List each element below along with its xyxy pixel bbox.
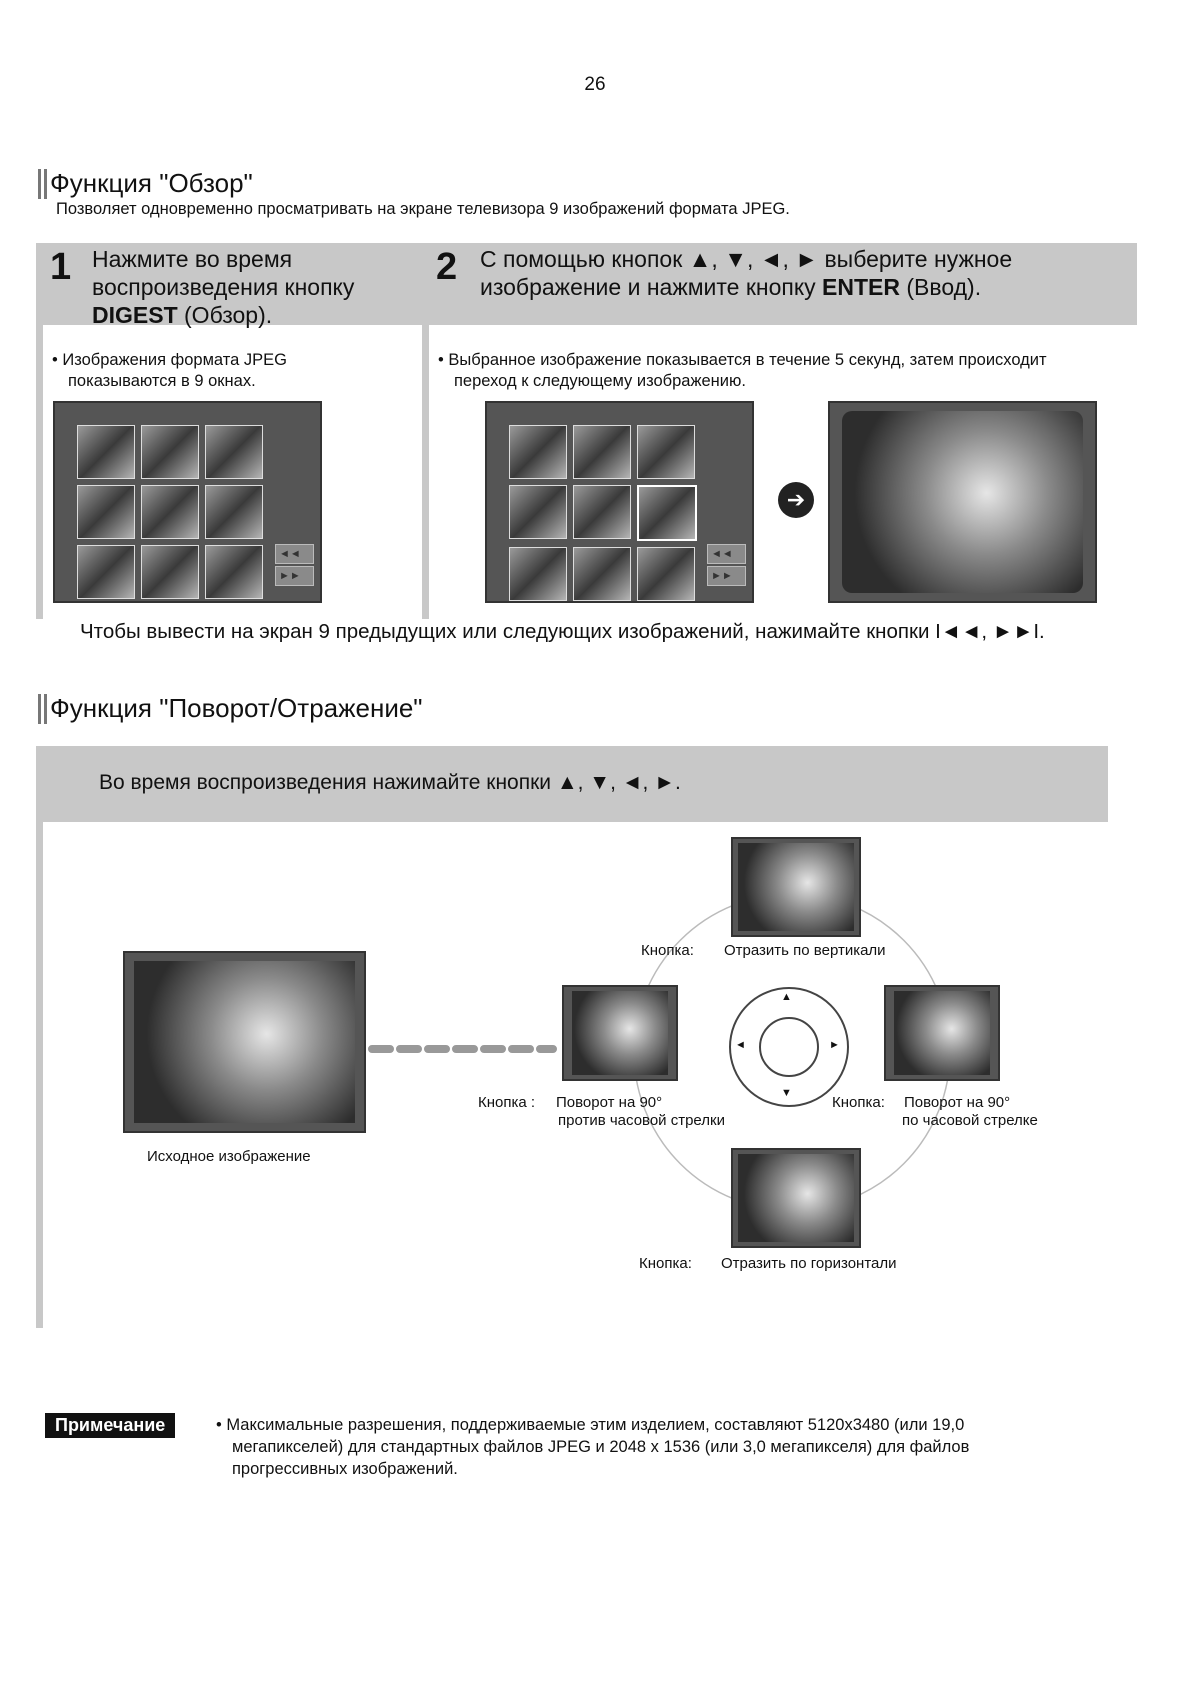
rotate-cw-image (884, 985, 1000, 1081)
left-action-label (556, 1094, 725, 1130)
step1-line1: Нажмите во время (92, 246, 293, 272)
left-action-line1: Поворот на 90° (556, 1094, 663, 1111)
note-line2: мегапикселей) для стандартных файлов JPEG и 2048 x 1536 (или 3,0 мегапикселя) для файлов (232, 1438, 970, 1456)
dpad-right-arrow-icon: ► (829, 1039, 840, 1051)
butterfly-flipped-vertical (738, 843, 854, 931)
dpad-center (759, 1017, 819, 1077)
step2-number: 2 (436, 246, 458, 288)
dpad-down-arrow-icon: ▼ (781, 1087, 792, 1099)
prev-page-icon: ◄◄ (275, 544, 314, 564)
left-key-label: Кнопка : (478, 1094, 536, 1111)
butterfly-rotated-cw (894, 991, 990, 1075)
bottom-action-label: Отразить по горизонтали (721, 1255, 897, 1272)
dpad-icon (729, 987, 849, 1107)
top-key-label: Кнопка: (641, 942, 694, 959)
flip-vertical-image (731, 837, 861, 937)
note-line3: прогрессивных изображений. (232, 1460, 458, 1478)
rotate-ccw-image (562, 985, 678, 1081)
enter-button-name: ENTER (822, 274, 900, 300)
note-line1: Максимальные разрешения, поддерживаемые этим изделием, составляют 5120x3480 (или 19,0 (226, 1416, 965, 1434)
step1-number: 1 (50, 246, 72, 288)
step2-bullet-line2: переход к следующему изображению. (454, 372, 746, 390)
step2-bullet: • Выбранное изображение показывается в течение 5 секунд, затем происходит переход к следующему изображению. (438, 351, 1047, 390)
rotate-title: Функция "Поворот/Отражение" (50, 693, 423, 723)
prev-page-icon: ◄◄ (707, 544, 746, 564)
right-action-label (904, 1094, 1038, 1130)
step1-bullet-line2: показываются в 9 окнах. (68, 372, 256, 390)
step2-bullet-line1: Выбранное изображение показывается в течение 5 секунд, затем происходит (448, 351, 1047, 369)
right-key-label: Кнопка: (832, 1094, 885, 1111)
butterfly-photo (134, 961, 355, 1123)
step2-line2-prefix: изображение и нажмите кнопку (480, 274, 823, 300)
right-action-line1: Поворот на 90° (904, 1094, 1011, 1111)
page-number: 26 (584, 74, 606, 95)
dpad-left-arrow-icon: ◄ (735, 1039, 746, 1051)
digest-subtitle: Позволяет одновременно просматривать на экране телевизора 9 изображений формата JPEG. (56, 200, 790, 218)
original-image-label: Исходное изображение (147, 1148, 311, 1165)
flip-horizontal-image (731, 1148, 861, 1248)
step2-line2-rest: (Ввод). (900, 274, 982, 300)
step2-line1: С помощью кнопок ▲, ▼, ◄, ► выберите нужное (480, 246, 1013, 272)
right-action-line2: по часовой стрелке (902, 1112, 1038, 1129)
note-label: Примечание (45, 1413, 175, 1438)
bottom-key-label: Кнопка: (639, 1255, 692, 1272)
digest-button-name: DIGEST (92, 302, 178, 328)
step1-line3-rest: (Обзор). (177, 302, 273, 328)
arrow-right-circle-icon: ➔ (778, 482, 814, 518)
digest-footer: Чтобы вывести на экран 9 предыдущих или следующих изображений, нажимайте кнопки I◄◄, ►►I. (80, 620, 1045, 643)
left-action-line2: против часовой стрелки (558, 1112, 725, 1129)
butterfly-rotated-ccw (572, 991, 668, 1075)
next-page-icon: ►► (707, 566, 746, 586)
butterfly-flipped-horizontal (738, 1154, 854, 1242)
step1-line2: воспроизведения кнопку (92, 274, 355, 300)
note-text: • Максимальные разрешения, поддерживаемые этим изделием, составляют 5120x3480 (или 19,0 мегапикселей) для стандартных файлов JPEG и 2048 x 1536 (или 3,0 мегапикселя) для файлов прогрессивных изображений. (216, 1416, 970, 1478)
original-image-frame (123, 951, 366, 1133)
step1-bullet: • Изображения формата JPEG показываются в 9 окнах. (52, 351, 287, 390)
next-page-icon: ►► (275, 566, 314, 586)
top-action-label: Отразить по вертикали (724, 942, 886, 959)
step1-bullet-line1: Изображения формата JPEG (62, 351, 287, 369)
rotate-instruction: Во время воспроизведения нажимайте кнопки ▲, ▼, ◄, ►. (99, 771, 681, 794)
dpad-up-arrow-icon: ▲ (781, 991, 792, 1003)
digest-title: Функция "Обзор" (50, 168, 253, 198)
